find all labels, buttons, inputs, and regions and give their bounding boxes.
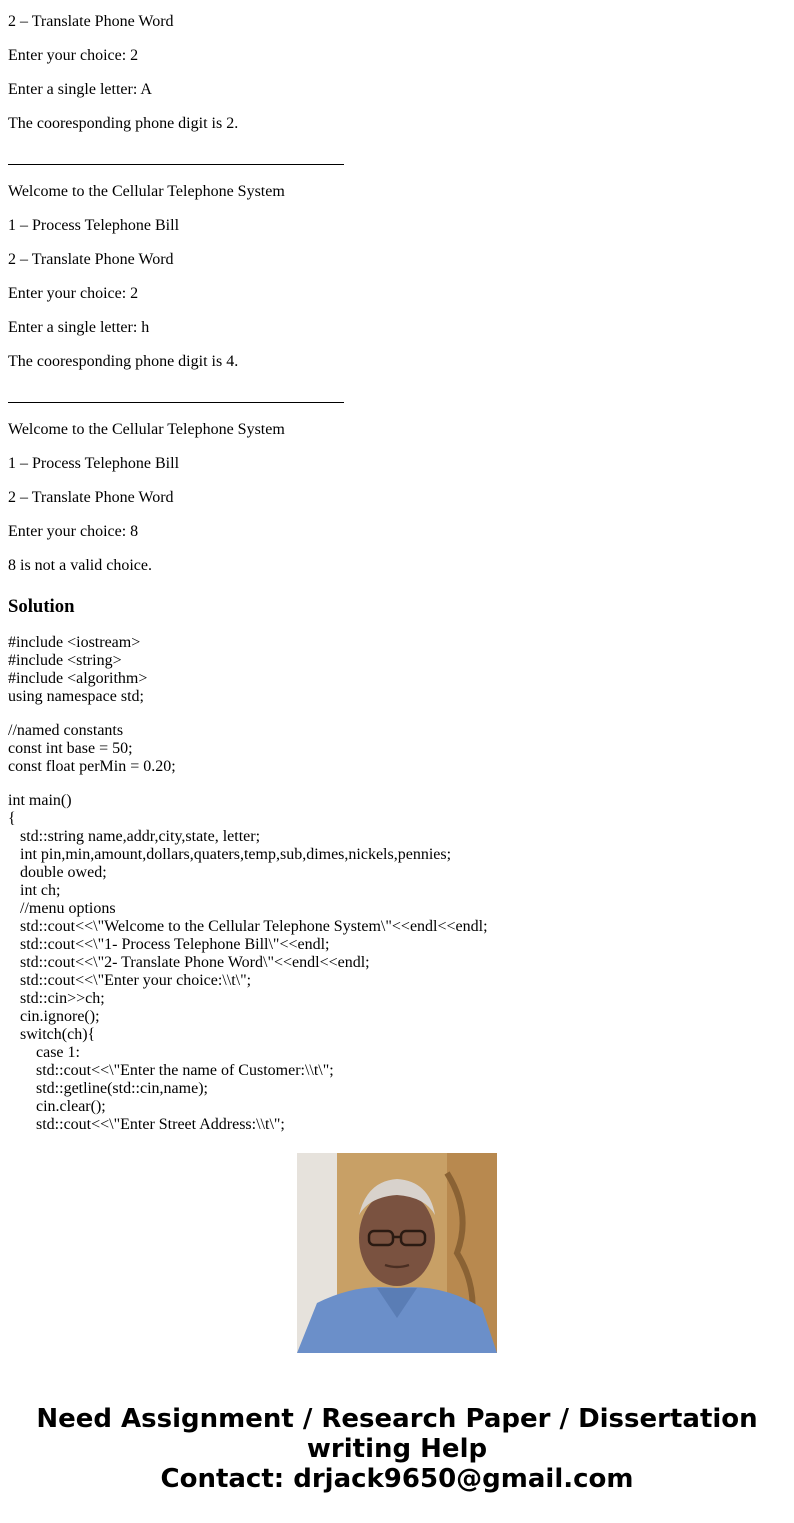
transcript-line: Enter your choice: 2 (8, 285, 139, 302)
transcript-line: The cooresponding phone digit is 4. (8, 353, 239, 370)
author-photo (297, 1153, 497, 1353)
transcript-line: 8 is not a valid choice. (8, 557, 152, 574)
transcript-line: Enter your choice: 2 (8, 47, 139, 64)
transcript-line: Welcome to the Cellular Telephone System (8, 183, 285, 200)
author-portrait-image (297, 1153, 497, 1353)
promo-line-2: writing Help (306, 1434, 488, 1464)
transcript-line: 1 – Process Telephone Bill (8, 455, 180, 472)
document-content (8, 0, 768, 1133)
transcript-line: The cooresponding phone digit is 2. (8, 115, 239, 132)
transcript-line: Enter a single letter: A (8, 81, 152, 98)
transcript-line: Welcome to the Cellular Telephone System (8, 421, 285, 438)
promo-banner (0, 1404, 794, 1494)
separator-line (8, 402, 344, 403)
transcript-line: 2 – Translate Phone Word (8, 489, 174, 506)
promo-contact: Contact: drjack9650@gmail.com (160, 1464, 634, 1494)
code-block-includes: #include <iostream> #include <string> #include <algorithm> using namespace std; (8, 634, 148, 705)
code-block-main: int main() { std::string name,addr,city,state, letter; int pin,min,amount,dollars,quaters,temp,sub,dimes,nickels,pennies; double owed; int ch; //menu options std::cout<<\"Welcome to the Cellular Telephone System\"<<endl<<endl; std::cout<<\"1- Process Telephone Bill\"<<endl; std::cout<<\"2- Translate Phone Word\"<<endl<<endl; std::cout<<\"Enter your choice:\\t\"; std::cin>>ch; cin.ignore(); switch(ch){ case 1: std::cout<<\"Enter the name of Customer:\\t\"; std::getline(std::cin,name); cin.clear(); std::cout<<\"Enter Street Address:\\t\"; (8, 792, 488, 1133)
transcript-line: 2 – Translate Phone Word (8, 13, 174, 30)
transcript-line: Enter a single letter: h (8, 319, 150, 336)
transcript-line: 1 – Process Telephone Bill (8, 217, 180, 234)
transcript-line: Enter your choice: 8 (8, 523, 139, 540)
promo-line-1: Need Assignment / Research Paper / Dissertation (36, 1404, 758, 1434)
solution-heading: Solution (8, 596, 75, 617)
transcript-line: 2 – Translate Phone Word (8, 251, 174, 268)
separator-line (8, 164, 344, 165)
code-block-constants: //named constants const int base = 50; const float perMin = 0.20; (8, 722, 176, 775)
